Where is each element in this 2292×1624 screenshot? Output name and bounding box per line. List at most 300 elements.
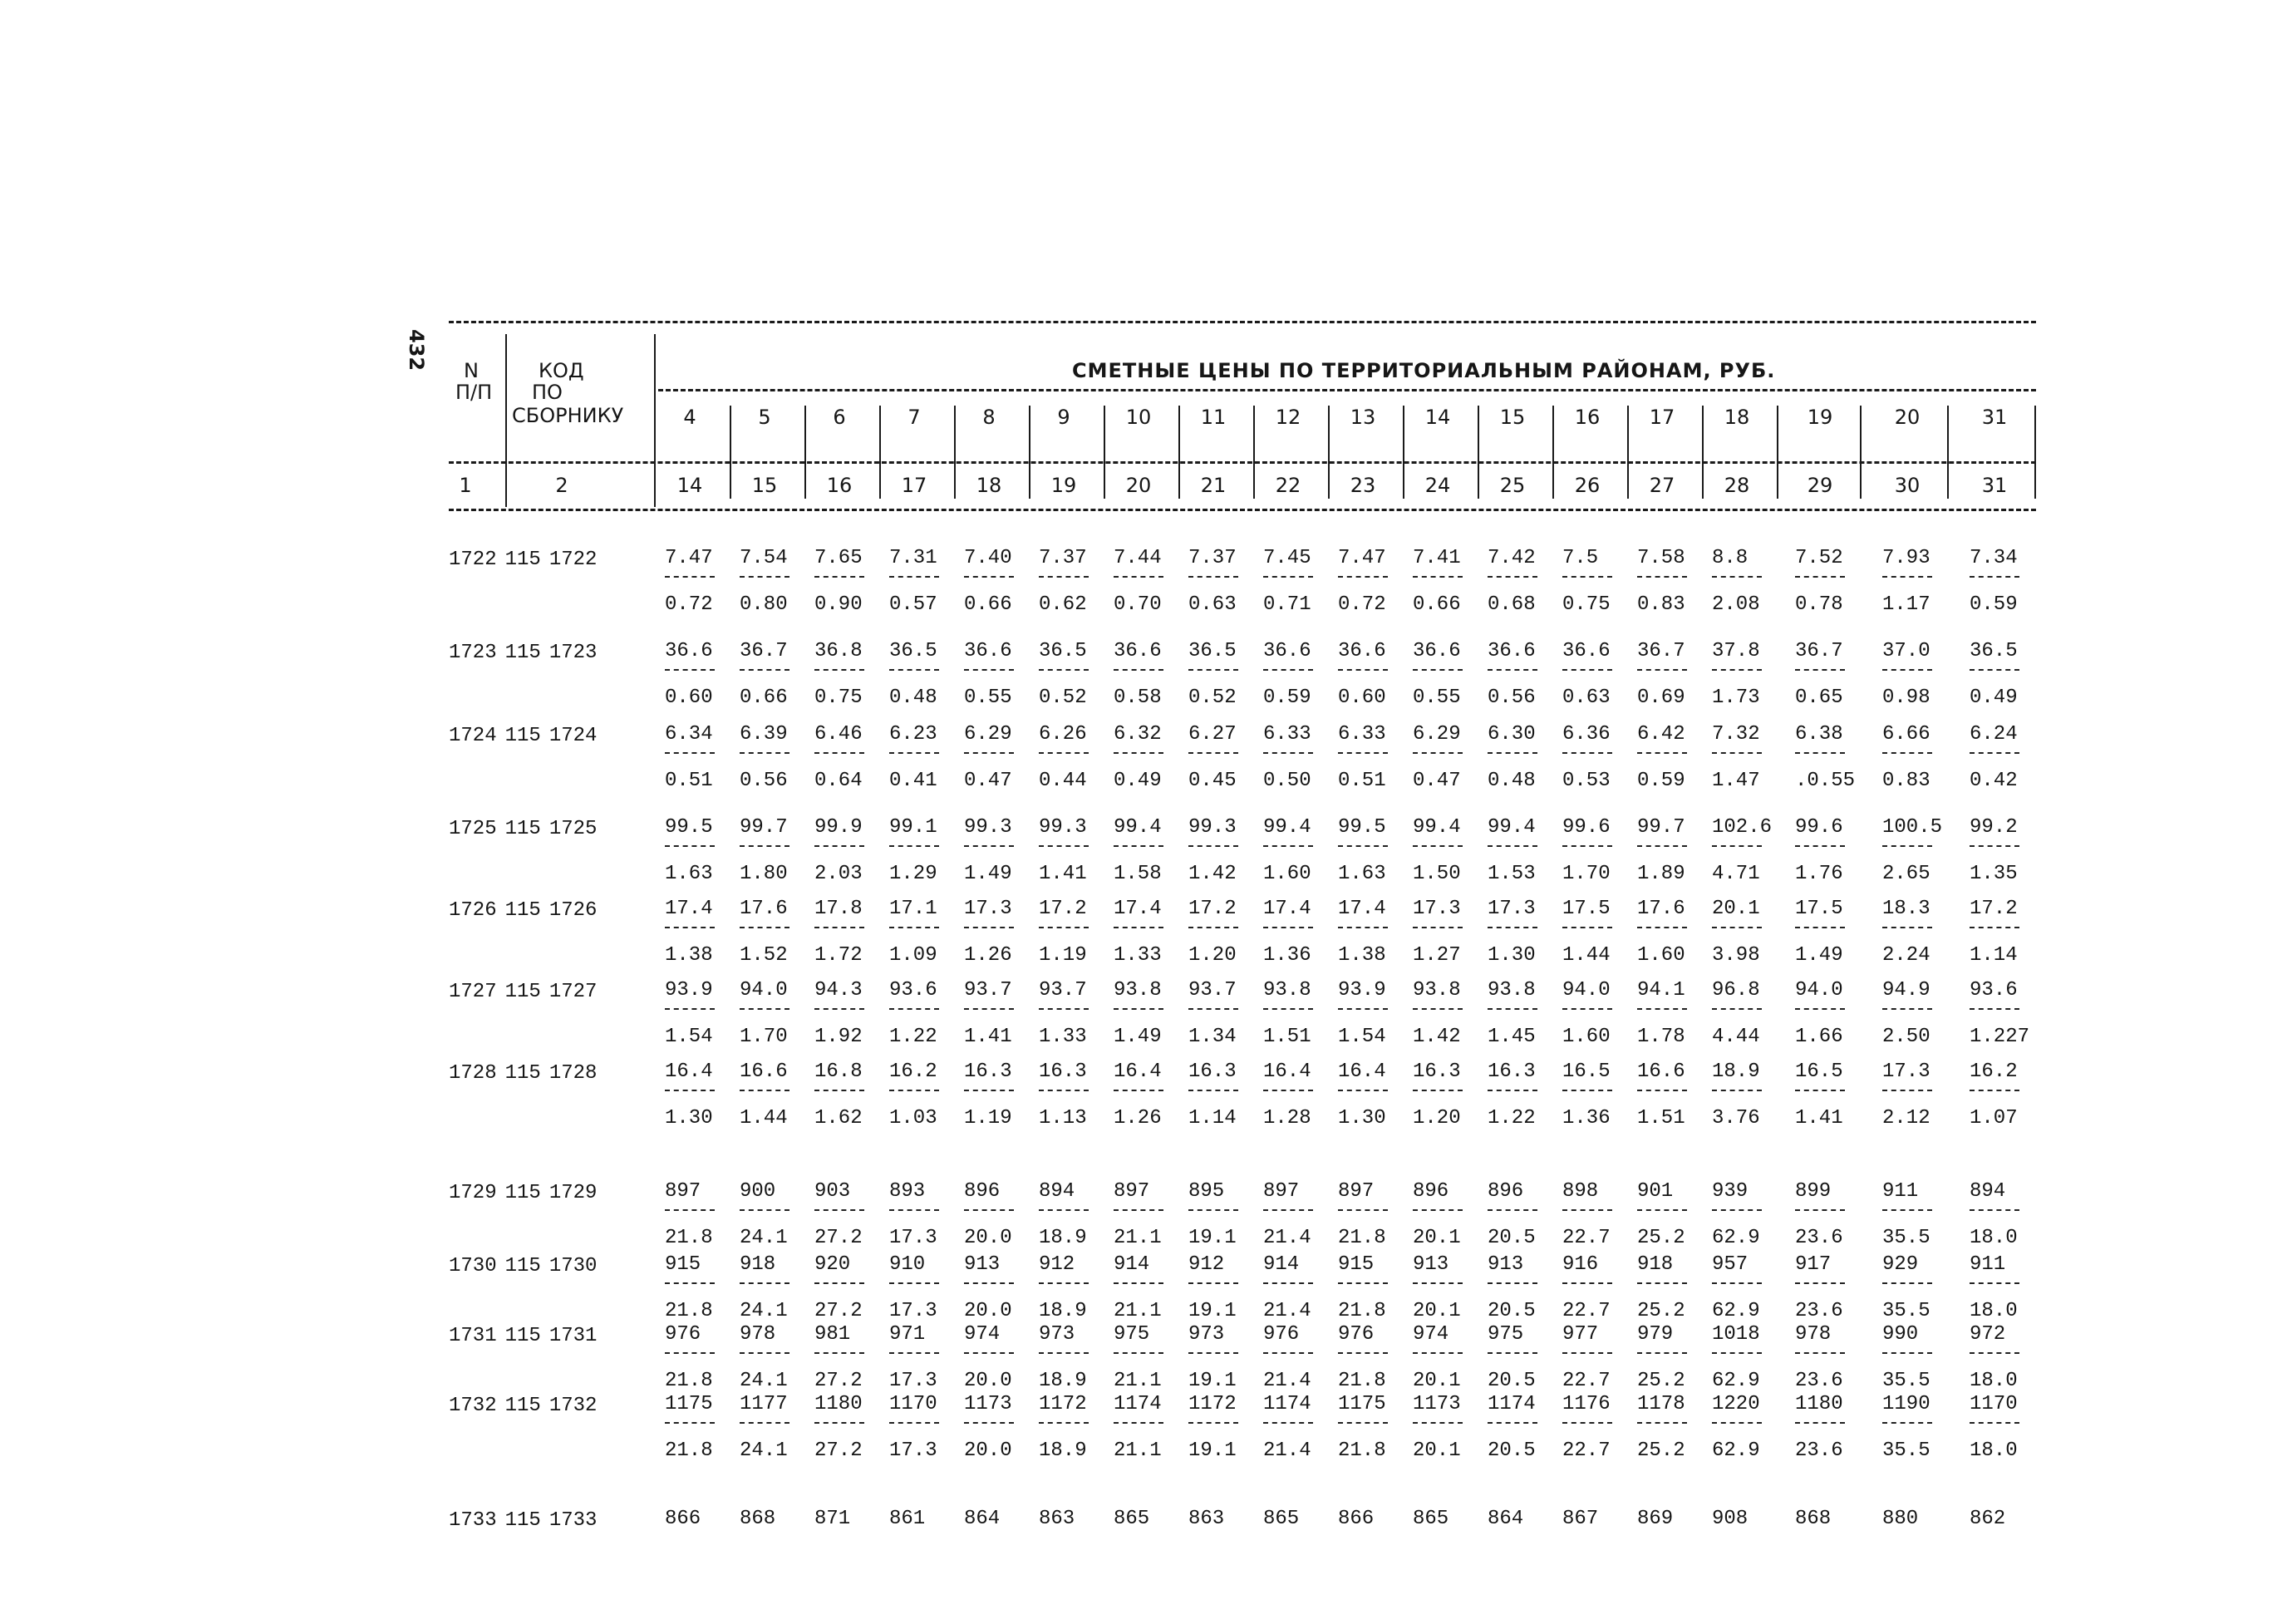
price-value: 1178 bbox=[1637, 1393, 1685, 1415]
price-value: 867 bbox=[1562, 1508, 1599, 1530]
fraction-bar bbox=[1413, 1008, 1463, 1010]
fraction-bar bbox=[1188, 576, 1238, 578]
fraction-bar bbox=[1637, 1209, 1687, 1211]
fraction-bar bbox=[1338, 576, 1388, 578]
price-value: 93.8 bbox=[1114, 979, 1162, 1001]
fraction-bar bbox=[1114, 1209, 1163, 1211]
price-value: 93.7 bbox=[964, 979, 1012, 1001]
price-subvalue: 0.56 bbox=[740, 770, 788, 792]
price-value: 16.5 bbox=[1795, 1061, 1843, 1083]
price-value: 36.7 bbox=[1795, 640, 1843, 662]
fraction-bar bbox=[740, 1090, 789, 1091]
price-subvalue: 4.44 bbox=[1712, 1026, 1760, 1048]
price-subvalue: 21.4 bbox=[1263, 1439, 1311, 1462]
price-subvalue: 23.6 bbox=[1795, 1439, 1843, 1462]
price-subvalue: 0.58 bbox=[1114, 687, 1162, 709]
price-subvalue: 21.4 bbox=[1263, 1300, 1311, 1322]
price-value: 912 bbox=[1188, 1253, 1225, 1276]
price-value: 973 bbox=[1188, 1323, 1225, 1346]
table-title: СМЕТНЫЕ ЦЕНЫ ПО ТЕРРИТОРИАЛЬНЫМ РАЙОНАМ, РУБ. bbox=[1072, 359, 1776, 382]
fraction-bar bbox=[1263, 1090, 1313, 1091]
price-value: 979 bbox=[1637, 1323, 1674, 1346]
price-value: 96.8 bbox=[1712, 979, 1760, 1001]
fraction-bar bbox=[814, 1008, 864, 1010]
price-value: 6.30 bbox=[1488, 723, 1536, 746]
fraction-bar bbox=[1795, 1422, 1845, 1424]
price-value: 36.5 bbox=[889, 640, 937, 662]
region-header-11: 11 bbox=[1200, 406, 1227, 429]
price-subvalue: 1.38 bbox=[1338, 944, 1386, 967]
price-value: 16.4 bbox=[1263, 1061, 1311, 1083]
price-subvalue: 0.47 bbox=[964, 770, 1012, 792]
price-subvalue: 17.3 bbox=[889, 1227, 937, 1249]
fraction-bar bbox=[1263, 576, 1313, 578]
fraction-bar bbox=[814, 1282, 864, 1284]
price-subvalue: 1.60 bbox=[1562, 1026, 1611, 1048]
price-value: 7.93 bbox=[1882, 547, 1930, 569]
fraction-bar bbox=[1637, 927, 1687, 928]
price-value: 36.6 bbox=[1562, 640, 1611, 662]
price-subvalue: 1.29 bbox=[889, 863, 937, 885]
fraction-bar bbox=[740, 1209, 789, 1211]
fraction-bar bbox=[1712, 845, 1762, 847]
fraction-bar bbox=[1039, 752, 1089, 754]
fraction-bar bbox=[1637, 576, 1687, 578]
price-subvalue: 22.7 bbox=[1562, 1370, 1611, 1392]
price-subvalue: 1.76 bbox=[1795, 863, 1843, 885]
fraction-bar bbox=[889, 669, 939, 671]
price-subvalue: 1.14 bbox=[1188, 1107, 1237, 1129]
fraction-bar bbox=[1795, 669, 1845, 671]
price-value: 17.2 bbox=[1970, 898, 2018, 920]
price-value: 957 bbox=[1712, 1253, 1749, 1276]
price-subvalue: 2.24 bbox=[1882, 944, 1930, 967]
price-value: 93.6 bbox=[889, 979, 937, 1001]
price-subvalue: 1.34 bbox=[1188, 1026, 1237, 1048]
price-subvalue: 1.51 bbox=[1263, 1026, 1311, 1048]
price-subvalue: 0.41 bbox=[889, 770, 937, 792]
price-value: 99.4 bbox=[1488, 816, 1536, 839]
price-subvalue: 24.1 bbox=[740, 1370, 788, 1392]
price-subvalue: 0.60 bbox=[665, 687, 713, 709]
fraction-bar bbox=[740, 1422, 789, 1424]
price-value: 17.3 bbox=[1882, 1061, 1930, 1083]
price-subvalue: 20.5 bbox=[1488, 1227, 1536, 1249]
row-number: 1724 bbox=[449, 725, 497, 747]
fraction-bar bbox=[1562, 1352, 1612, 1354]
price-value: 7.47 bbox=[1338, 547, 1386, 569]
price-value: 17.2 bbox=[1188, 898, 1237, 920]
region-header-17: 17 bbox=[1649, 406, 1675, 429]
price-value: 977 bbox=[1562, 1323, 1599, 1346]
fraction-bar bbox=[1488, 1008, 1537, 1010]
price-subvalue: 18.9 bbox=[1039, 1227, 1087, 1249]
price-value: 94.0 bbox=[1795, 979, 1843, 1001]
price-value: 6.32 bbox=[1114, 723, 1162, 746]
fraction-bar bbox=[1114, 669, 1163, 671]
price-subvalue: 20.0 bbox=[964, 1300, 1012, 1322]
price-value: 861 bbox=[889, 1508, 926, 1530]
price-value: 99.9 bbox=[814, 816, 863, 839]
price-value: 99.2 bbox=[1970, 816, 2018, 839]
price-value: 93.8 bbox=[1413, 979, 1461, 1001]
fraction-bar bbox=[1562, 845, 1612, 847]
price-value: 893 bbox=[889, 1180, 926, 1203]
table-row-label bbox=[449, 818, 597, 840]
fraction-bar bbox=[1637, 669, 1687, 671]
price-value: 7.45 bbox=[1263, 547, 1311, 569]
fraction-bar bbox=[1188, 1090, 1238, 1091]
price-subvalue: 1.22 bbox=[1488, 1107, 1536, 1129]
price-value: 36.6 bbox=[665, 640, 713, 662]
fraction-bar bbox=[1795, 1282, 1845, 1284]
fraction-bar bbox=[1114, 752, 1163, 754]
price-value: 1173 bbox=[1413, 1393, 1461, 1415]
fraction-bar bbox=[1114, 927, 1163, 928]
price-subvalue: 1.19 bbox=[964, 1107, 1012, 1129]
fraction-bar bbox=[740, 1352, 789, 1354]
price-value: 36.6 bbox=[1114, 640, 1162, 662]
table-row-label bbox=[449, 642, 597, 664]
fraction-bar bbox=[1338, 752, 1388, 754]
column-number-27: 27 bbox=[1649, 474, 1675, 497]
fraction-bar bbox=[889, 845, 939, 847]
header-code-label-3: СБОРНИКУ bbox=[512, 404, 624, 427]
price-value: 1170 bbox=[889, 1393, 937, 1415]
fraction-bar bbox=[1795, 1209, 1845, 1211]
fraction-bar bbox=[889, 1090, 939, 1091]
price-value: 899 bbox=[1795, 1180, 1832, 1203]
fraction-bar bbox=[665, 1422, 715, 1424]
price-value: 972 bbox=[1970, 1323, 2006, 1346]
fraction-bar bbox=[1413, 752, 1463, 754]
header-code-label: КОД bbox=[539, 359, 584, 382]
row-code: 115 bbox=[504, 1255, 541, 1277]
price-subvalue: 0.47 bbox=[1413, 770, 1461, 792]
price-subvalue: 25.2 bbox=[1637, 1370, 1685, 1392]
row-number: 1727 bbox=[449, 981, 497, 1003]
row-code-number: 1733 bbox=[548, 1509, 598, 1532]
fraction-bar bbox=[1263, 1008, 1313, 1010]
price-subvalue: 23.6 bbox=[1795, 1300, 1843, 1322]
fraction-bar bbox=[814, 752, 864, 754]
table-row-label bbox=[449, 725, 597, 747]
region-header-10: 10 bbox=[1125, 406, 1152, 429]
price-value: 6.33 bbox=[1263, 723, 1311, 746]
price-subvalue: 1.09 bbox=[889, 944, 937, 967]
price-value: 16.3 bbox=[1413, 1061, 1461, 1083]
price-value: 1174 bbox=[1488, 1393, 1536, 1415]
fraction-bar bbox=[1882, 845, 1932, 847]
price-value: 17.4 bbox=[1263, 898, 1311, 920]
price-value: 17.3 bbox=[1413, 898, 1461, 920]
price-subvalue: 1.36 bbox=[1263, 944, 1311, 967]
price-value: 1175 bbox=[1338, 1393, 1386, 1415]
fraction-bar bbox=[1114, 576, 1163, 578]
price-value: 36.5 bbox=[1188, 640, 1237, 662]
price-value: 914 bbox=[1263, 1253, 1300, 1276]
fraction-bar bbox=[1039, 927, 1089, 928]
fraction-bar bbox=[1338, 1090, 1388, 1091]
fraction-bar bbox=[1970, 1008, 2019, 1010]
price-value: 99.3 bbox=[1039, 816, 1087, 839]
price-subvalue: 0.78 bbox=[1795, 593, 1843, 616]
row-number: 1732 bbox=[449, 1395, 497, 1417]
price-value: 6.34 bbox=[665, 723, 713, 746]
fraction-bar bbox=[1263, 1352, 1313, 1354]
price-value: 6.36 bbox=[1562, 723, 1611, 746]
price-value: 908 bbox=[1712, 1508, 1749, 1530]
price-value: 862 bbox=[1970, 1508, 2006, 1530]
price-subvalue: 1.26 bbox=[1114, 1107, 1162, 1129]
fraction-bar bbox=[889, 752, 939, 754]
price-value: 18.9 bbox=[1712, 1061, 1760, 1083]
fraction-bar bbox=[1488, 927, 1537, 928]
row-number: 1733 bbox=[449, 1509, 497, 1532]
header-col-num-2: 2 bbox=[555, 474, 568, 497]
price-subvalue: 1.20 bbox=[1188, 944, 1237, 967]
price-value: 17.6 bbox=[740, 898, 788, 920]
header-number-label: N bbox=[464, 359, 479, 382]
price-subvalue: 0.90 bbox=[814, 593, 863, 616]
price-value: 7.52 bbox=[1795, 547, 1843, 569]
price-value: 1176 bbox=[1562, 1393, 1611, 1415]
price-subvalue: 18.9 bbox=[1039, 1300, 1087, 1322]
price-value: 99.4 bbox=[1114, 816, 1162, 839]
price-subvalue: 62.9 bbox=[1712, 1300, 1760, 1322]
fraction-bar bbox=[1882, 1008, 1932, 1010]
price-subvalue: 1.53 bbox=[1488, 863, 1536, 885]
row-code: 115 bbox=[504, 549, 541, 571]
table-row-label bbox=[449, 1062, 597, 1085]
fraction-bar bbox=[1263, 1282, 1313, 1284]
fraction-bar bbox=[1413, 1352, 1463, 1354]
fraction-bar bbox=[1413, 576, 1463, 578]
fraction-bar bbox=[1488, 669, 1537, 671]
fraction-bar bbox=[665, 1282, 715, 1284]
price-subvalue: 0.51 bbox=[1338, 770, 1386, 792]
fraction-bar bbox=[964, 1090, 1014, 1091]
fraction-bar bbox=[1562, 1282, 1612, 1284]
price-subvalue: 1.45 bbox=[1488, 1026, 1536, 1048]
price-subvalue: 1.44 bbox=[1562, 944, 1611, 967]
price-value: 17.3 bbox=[1488, 898, 1536, 920]
price-subvalue: 4.71 bbox=[1712, 863, 1760, 885]
region-divider bbox=[1478, 406, 1479, 499]
price-subvalue: 17.3 bbox=[889, 1300, 937, 1322]
row-code: 115 bbox=[504, 1325, 541, 1347]
price-subvalue: 1.33 bbox=[1039, 1026, 1087, 1048]
price-value: 16.5 bbox=[1562, 1061, 1611, 1083]
price-value: 1220 bbox=[1712, 1393, 1760, 1415]
table-row-label bbox=[449, 1509, 597, 1532]
price-subvalue: 1.30 bbox=[1338, 1107, 1386, 1129]
price-subvalue: 1.30 bbox=[665, 1107, 713, 1129]
region-divider bbox=[1328, 406, 1330, 499]
fraction-bar bbox=[1114, 1352, 1163, 1354]
price-subvalue: 25.2 bbox=[1637, 1300, 1685, 1322]
price-subvalue: 1.42 bbox=[1413, 1026, 1461, 1048]
fraction-bar bbox=[1712, 927, 1762, 928]
price-value: 99.6 bbox=[1562, 816, 1611, 839]
fraction-bar bbox=[740, 669, 789, 671]
price-subvalue: 1.44 bbox=[740, 1107, 788, 1129]
fraction-bar bbox=[1562, 927, 1612, 928]
price-value: 100.5 bbox=[1882, 816, 1943, 839]
region-header-14: 14 bbox=[1424, 406, 1451, 429]
price-subvalue: 21.8 bbox=[1338, 1227, 1386, 1249]
price-subvalue: 0.52 bbox=[1039, 687, 1087, 709]
price-value: 912 bbox=[1039, 1253, 1075, 1276]
price-subvalue: 3.76 bbox=[1712, 1107, 1760, 1129]
column-number-rule bbox=[449, 461, 2036, 464]
fraction-bar bbox=[964, 1282, 1014, 1284]
price-value: 898 bbox=[1562, 1180, 1599, 1203]
fraction-bar bbox=[1637, 1008, 1687, 1010]
fraction-bar bbox=[1263, 669, 1313, 671]
price-subvalue: 0.57 bbox=[889, 593, 937, 616]
price-subvalue: 18.0 bbox=[1970, 1227, 2018, 1249]
column-number-14: 14 bbox=[676, 474, 703, 497]
price-value: 16.2 bbox=[889, 1061, 937, 1083]
fraction-bar bbox=[1039, 1090, 1089, 1091]
fraction-bar bbox=[1882, 669, 1932, 671]
price-value: 99.3 bbox=[1188, 816, 1237, 839]
row-code: 115 bbox=[504, 1509, 541, 1532]
price-subvalue: 18.0 bbox=[1970, 1300, 2018, 1322]
price-value: 6.24 bbox=[1970, 723, 2018, 746]
price-value: 16.8 bbox=[814, 1061, 863, 1083]
fraction-bar bbox=[1637, 1422, 1687, 1424]
price-value: 975 bbox=[1114, 1323, 1150, 1346]
price-value: 16.3 bbox=[964, 1061, 1012, 1083]
price-subvalue: 0.66 bbox=[1413, 593, 1461, 616]
price-subvalue: 27.2 bbox=[814, 1370, 863, 1392]
fraction-bar bbox=[1795, 845, 1845, 847]
price-subvalue: 1.63 bbox=[665, 863, 713, 885]
price-subvalue: 21.8 bbox=[1338, 1439, 1386, 1462]
fraction-bar bbox=[740, 1282, 789, 1284]
price-value: 6.39 bbox=[740, 723, 788, 746]
price-subvalue: 20.5 bbox=[1488, 1300, 1536, 1322]
fraction-bar bbox=[1637, 752, 1687, 754]
price-subvalue: 1.78 bbox=[1637, 1026, 1685, 1048]
price-subvalue: 1.26 bbox=[964, 944, 1012, 967]
row-code: 115 bbox=[504, 725, 541, 747]
fraction-bar bbox=[814, 1352, 864, 1354]
fraction-bar bbox=[1488, 1209, 1537, 1211]
header-divider-1 bbox=[505, 334, 507, 507]
fraction-bar bbox=[1039, 576, 1089, 578]
price-subvalue: .0.55 bbox=[1795, 770, 1856, 792]
fraction-bar bbox=[1188, 927, 1238, 928]
region-divider bbox=[804, 406, 806, 499]
price-subvalue: 18.0 bbox=[1970, 1370, 2018, 1392]
price-subvalue: 0.75 bbox=[814, 687, 863, 709]
price-value: 6.46 bbox=[814, 723, 863, 746]
price-value: 94.0 bbox=[740, 979, 788, 1001]
price-subvalue: 1.49 bbox=[964, 863, 1012, 885]
fraction-bar bbox=[1795, 1090, 1845, 1091]
price-value: 896 bbox=[964, 1180, 1001, 1203]
price-value: 865 bbox=[1413, 1508, 1449, 1530]
price-subvalue: 21.8 bbox=[1338, 1300, 1386, 1322]
fraction-bar bbox=[665, 669, 715, 671]
fraction-bar bbox=[1712, 1422, 1762, 1424]
region-divider bbox=[1178, 406, 1180, 499]
price-value: 1180 bbox=[1795, 1393, 1843, 1415]
price-value: 93.7 bbox=[1188, 979, 1237, 1001]
price-value: 37.8 bbox=[1712, 640, 1760, 662]
fraction-bar bbox=[1338, 1422, 1388, 1424]
region-divider bbox=[879, 406, 881, 499]
fraction-bar bbox=[814, 845, 864, 847]
price-value: 6.29 bbox=[1413, 723, 1461, 746]
price-subvalue: 0.49 bbox=[1970, 687, 2018, 709]
fraction-bar bbox=[1637, 1282, 1687, 1284]
price-subvalue: 25.2 bbox=[1637, 1439, 1685, 1462]
page-number: 432 bbox=[405, 329, 428, 372]
fraction-bar bbox=[1562, 1422, 1612, 1424]
price-subvalue: 1.41 bbox=[964, 1026, 1012, 1048]
price-subvalue: 1.30 bbox=[1488, 944, 1536, 967]
fraction-bar bbox=[889, 1209, 939, 1211]
price-subvalue: 23.6 bbox=[1795, 1370, 1843, 1392]
price-subvalue: 21.8 bbox=[1338, 1370, 1386, 1392]
region-divider bbox=[730, 406, 731, 499]
column-number-28: 28 bbox=[1724, 474, 1750, 497]
price-value: 16.3 bbox=[1488, 1061, 1536, 1083]
fraction-bar bbox=[1712, 1008, 1762, 1010]
price-subvalue: 1.60 bbox=[1263, 863, 1311, 885]
price-value: 901 bbox=[1637, 1180, 1674, 1203]
price-value: 7.44 bbox=[1114, 547, 1162, 569]
fraction-bar bbox=[1188, 1282, 1238, 1284]
price-subvalue: 0.55 bbox=[1413, 687, 1461, 709]
price-subvalue: 0.64 bbox=[814, 770, 863, 792]
price-subvalue: 0.72 bbox=[665, 593, 713, 616]
price-value: 7.37 bbox=[1039, 547, 1087, 569]
fraction-bar bbox=[1712, 1282, 1762, 1284]
price-subvalue: 0.83 bbox=[1882, 770, 1930, 792]
fraction-bar bbox=[1039, 1282, 1089, 1284]
fraction-bar bbox=[889, 1008, 939, 1010]
fraction-bar bbox=[1413, 1090, 1463, 1091]
fraction-bar bbox=[814, 927, 864, 928]
price-subvalue: 21.1 bbox=[1114, 1300, 1162, 1322]
price-value: 897 bbox=[1263, 1180, 1300, 1203]
table-row-label bbox=[449, 1182, 597, 1204]
price-value: 6.38 bbox=[1795, 723, 1843, 746]
price-subvalue: 1.62 bbox=[814, 1107, 863, 1129]
row-number: 1729 bbox=[449, 1182, 497, 1204]
price-subvalue: 0.62 bbox=[1039, 593, 1087, 616]
fraction-bar bbox=[1488, 752, 1537, 754]
price-value: 866 bbox=[1338, 1508, 1375, 1530]
price-value: 1172 bbox=[1039, 1393, 1087, 1415]
row-number: 1728 bbox=[449, 1062, 497, 1085]
row-code-number: 1726 bbox=[548, 899, 598, 922]
price-subvalue: 0.52 bbox=[1188, 687, 1237, 709]
price-value: 7.40 bbox=[964, 547, 1012, 569]
price-value: 1018 bbox=[1712, 1323, 1760, 1346]
price-value: 871 bbox=[814, 1508, 851, 1530]
price-subvalue: 1.22 bbox=[889, 1026, 937, 1048]
fraction-bar bbox=[1263, 1209, 1313, 1211]
fraction-bar bbox=[1970, 1209, 2019, 1211]
price-value: 929 bbox=[1882, 1253, 1919, 1276]
fraction-bar bbox=[1263, 752, 1313, 754]
